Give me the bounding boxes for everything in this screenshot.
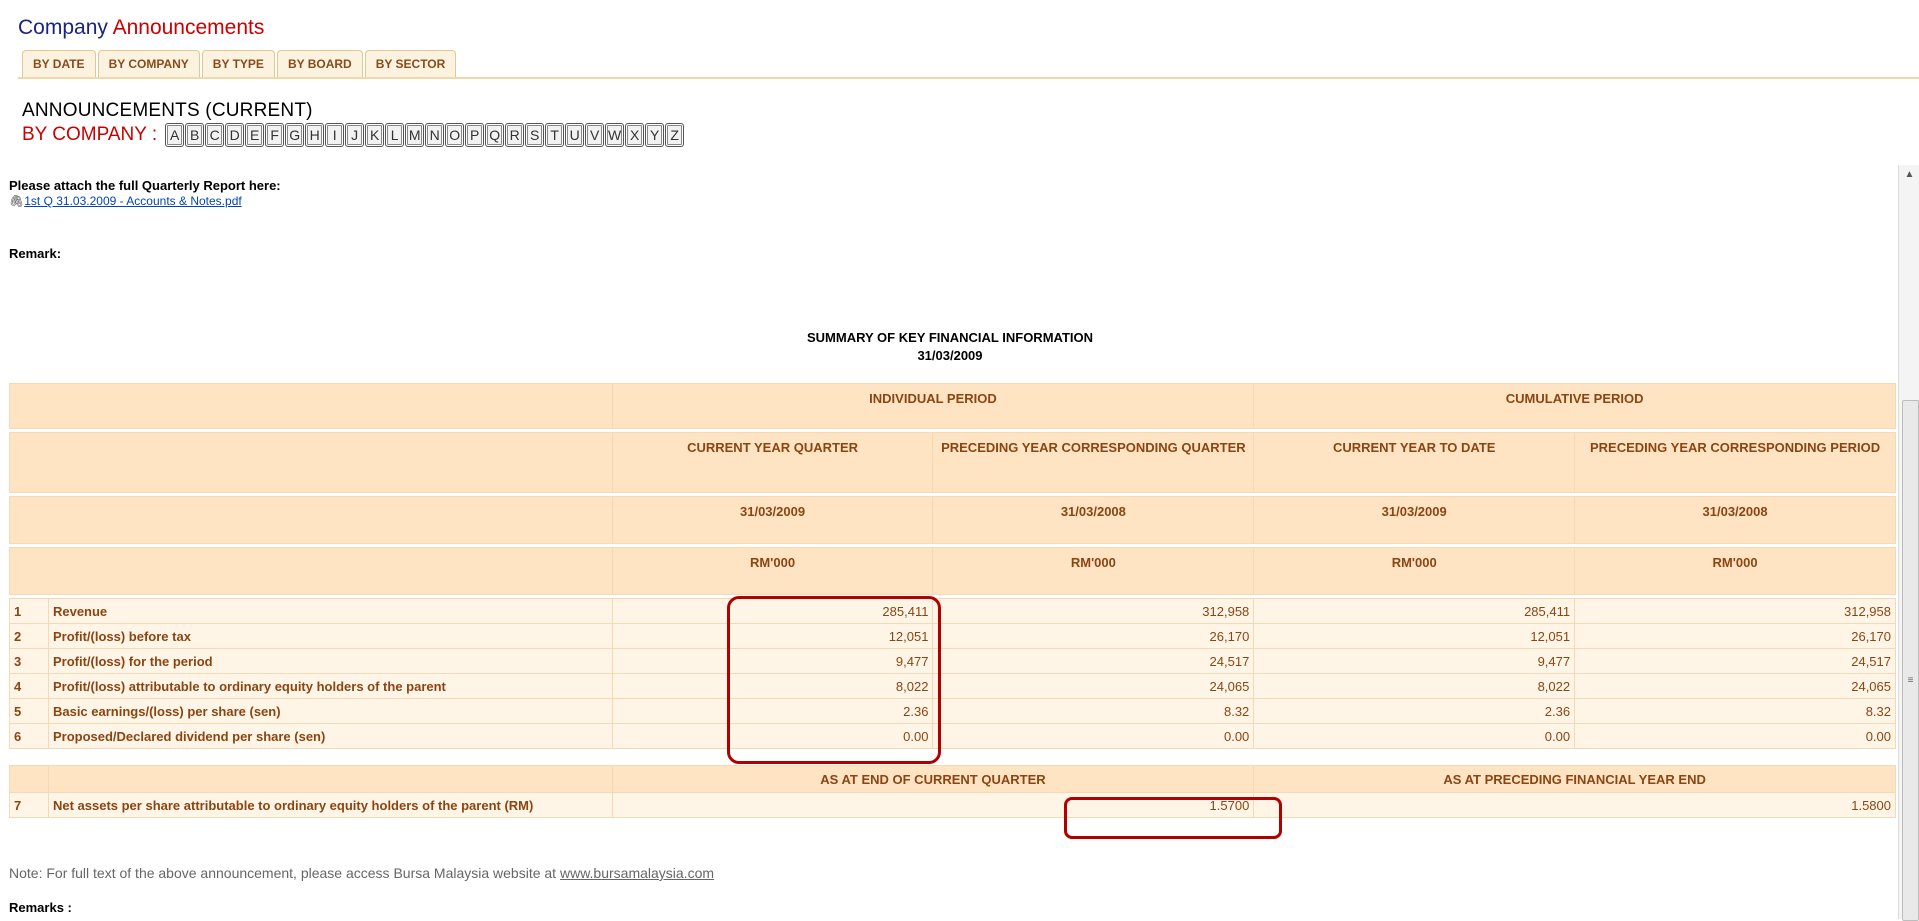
row-value: 0.00 <box>933 724 1254 749</box>
scroll-grip-icon: ≡ <box>1907 675 1914 686</box>
column-header-row <box>10 433 1896 493</box>
letter-button-r[interactable]: R <box>505 123 524 147</box>
row-index: 4 <box>10 674 49 699</box>
col-header-current-ytd: CURRENT YEAR TO DATE <box>1254 433 1575 493</box>
table-row <box>10 699 1896 724</box>
row-label: Net assets per share attributable to ordinary equity holders of the parent (RM) <box>48 793 612 818</box>
bursa-website-link[interactable]: www.bursamalaysia.com <box>559 865 715 881</box>
tab-by-type[interactable]: BY TYPE <box>202 50 275 79</box>
row-value: 312,958 <box>933 599 1254 624</box>
attachment-link[interactable]: 1st Q 31.03.2009 - Accounts & Notes.pdf <box>24 194 242 208</box>
col-header-preceding-quarter: PRECEDING YEAR CORRESPONDING QUARTER <box>933 433 1254 493</box>
page-title <box>18 16 264 40</box>
letter-button-g[interactable]: G <box>285 123 304 147</box>
row-value: 8.32 <box>933 699 1254 724</box>
col-header-preceding-period: PRECEDING YEAR CORRESPONDING PERIOD <box>1575 433 1896 493</box>
col-date: 31/03/2009 <box>612 497 933 544</box>
row-value: 12,051 <box>1254 624 1575 649</box>
header-blank-cell <box>48 766 612 793</box>
tab-by-board[interactable]: BY BOARD <box>277 50 363 79</box>
letter-button-i[interactable]: I <box>325 123 344 147</box>
header-blank-cell <box>10 433 613 493</box>
letter-button-z[interactable]: Z <box>665 123 684 147</box>
letter-button-t[interactable]: T <box>545 123 564 147</box>
letter-button-s[interactable]: S <box>525 123 544 147</box>
row-value: 1.5700 <box>612 793 1254 818</box>
footnote-text: Note: For full text of the above announcement, please access Bursa Malaysia website at <box>9 865 560 881</box>
by-company-filter <box>22 123 684 147</box>
scroll-thumb[interactable] <box>1902 400 1919 921</box>
row-value: 26,170 <box>933 624 1254 649</box>
letter-button-n[interactable]: N <box>425 123 444 147</box>
letter-button-p[interactable]: P <box>465 123 484 147</box>
row-value: 24,517 <box>1575 649 1896 674</box>
cumulative-period-header: CUMULATIVE PERIOD <box>1254 384 1896 429</box>
row-index: 5 <box>10 699 49 724</box>
header-blank-cell <box>10 497 613 544</box>
category-tabs <box>22 50 456 78</box>
letter-button-v[interactable]: V <box>585 123 604 147</box>
letter-button-f[interactable]: F <box>265 123 284 147</box>
row-value: 24,065 <box>933 674 1254 699</box>
letter-button-j[interactable]: J <box>345 123 364 147</box>
row-value: 285,411 <box>1254 599 1575 624</box>
letter-button-x[interactable]: X <box>625 123 644 147</box>
row-index: 6 <box>10 724 49 749</box>
col-unit: RM'000 <box>612 548 933 595</box>
table-row <box>10 599 1896 624</box>
attachment-label: Please attach the full Quarterly Report here: <box>9 178 281 193</box>
col-unit: RM'000 <box>933 548 1254 595</box>
paperclip-icon: 🖇 <box>9 194 25 208</box>
row-index: 2 <box>10 624 49 649</box>
section-gap <box>10 749 1896 766</box>
tab-by-date[interactable]: BY DATE <box>22 50 96 79</box>
period-header-row <box>10 384 1896 429</box>
letter-button-e[interactable]: E <box>245 123 264 147</box>
row-value: 2.36 <box>1254 699 1575 724</box>
table-row <box>10 724 1896 749</box>
page-title-announcements: Announcements <box>112 16 265 39</box>
tab-by-sector[interactable]: BY SECTOR <box>365 50 457 79</box>
nav-header-preceding: AS AT PRECEDING FINANCIAL YEAR END <box>1254 766 1896 793</box>
row-value: 12,051 <box>612 624 933 649</box>
page-title-company: Company <box>18 16 108 39</box>
financial-summary-table <box>9 383 1896 818</box>
col-date: 31/03/2008 <box>933 497 1254 544</box>
nav-header-row <box>10 766 1896 793</box>
letter-button-a[interactable]: A <box>165 123 184 147</box>
row-value: 9,477 <box>612 649 933 674</box>
row-value: 0.00 <box>1575 724 1896 749</box>
summary-date: 31/03/2009 <box>917 348 983 363</box>
letter-button-b[interactable]: B <box>185 123 204 147</box>
letter-button-o[interactable]: O <box>445 123 464 147</box>
footnote <box>9 865 714 881</box>
date-header-row <box>10 497 1896 544</box>
unit-header-row <box>10 548 1896 595</box>
letter-button-q[interactable]: Q <box>485 123 504 147</box>
col-unit: RM'000 <box>1254 548 1575 595</box>
nav-header-current: AS AT END OF CURRENT QUARTER <box>612 766 1254 793</box>
row-value: 24,065 <box>1575 674 1896 699</box>
row-label: Profit/(loss) for the period <box>48 649 612 674</box>
announcements-heading: ANNOUNCEMENTS (CURRENT) <box>22 100 313 121</box>
table-row <box>10 793 1896 818</box>
table-row <box>10 674 1896 699</box>
table-row <box>10 649 1896 674</box>
letter-button-k[interactable]: K <box>365 123 384 147</box>
individual-period-header: INDIVIDUAL PERIOD <box>612 384 1254 429</box>
remark-label: Remark: <box>9 246 62 261</box>
attachment-line <box>9 194 242 208</box>
vertical-scrollbar[interactable] <box>1898 165 1919 919</box>
row-value: 0.00 <box>612 724 933 749</box>
letter-button-h[interactable]: H <box>305 123 324 147</box>
summary-heading: SUMMARY OF KEY FINANCIAL INFORMATION <box>807 330 1093 345</box>
row-index: 7 <box>10 793 49 818</box>
row-index: 1 <box>10 599 49 624</box>
remarks-label: Remarks : <box>9 900 72 915</box>
letter-button-c[interactable]: C <box>205 123 224 147</box>
by-company-label: BY COMPANY : <box>22 124 158 145</box>
letter-button-y[interactable]: Y <box>645 123 664 147</box>
row-value: 8,022 <box>1254 674 1575 699</box>
letter-button-u[interactable]: U <box>565 123 584 147</box>
header-blank-cell <box>10 548 613 595</box>
letter-button-m[interactable]: M <box>405 123 424 147</box>
row-value: 24,517 <box>933 649 1254 674</box>
header-blank-cell <box>10 384 613 429</box>
row-value: 0.00 <box>1254 724 1575 749</box>
row-value: 1.5800 <box>1254 793 1896 818</box>
col-date: 31/03/2008 <box>1575 497 1896 544</box>
highlight-net-assets-value <box>1064 797 1282 839</box>
col-header-current-quarter: CURRENT YEAR QUARTER <box>612 433 933 493</box>
scroll-up-arrow-icon[interactable]: ▲ <box>1904 169 1915 180</box>
tabs-divider <box>18 77 1919 79</box>
row-label: Profit/(loss) before tax <box>48 624 612 649</box>
letter-button-w[interactable]: W <box>605 123 624 147</box>
row-label: Proposed/Declared dividend per share (sen) <box>48 724 612 749</box>
row-value: 26,170 <box>1575 624 1896 649</box>
row-value: 9,477 <box>1254 649 1575 674</box>
row-value: 2.36 <box>612 699 933 724</box>
row-label: Profit/(loss) attributable to ordinary equity holders of the parent <box>48 674 612 699</box>
col-date: 31/03/2009 <box>1254 497 1575 544</box>
table-row <box>10 624 1896 649</box>
highlight-current-quarter-values <box>727 596 941 764</box>
header-blank-cell <box>10 766 49 793</box>
letter-button-d[interactable]: D <box>225 123 244 147</box>
tab-by-company[interactable]: BY COMPANY <box>98 50 200 79</box>
row-value: 285,411 <box>612 599 933 624</box>
letter-index <box>165 123 684 147</box>
row-index: 3 <box>10 649 49 674</box>
row-value: 8,022 <box>612 674 933 699</box>
letter-button-l[interactable]: L <box>385 123 404 147</box>
row-label: Basic earnings/(loss) per share (sen) <box>48 699 612 724</box>
row-value: 312,958 <box>1575 599 1896 624</box>
row-label: Revenue <box>48 599 612 624</box>
col-unit: RM'000 <box>1575 548 1896 595</box>
summary-title <box>760 329 1140 365</box>
row-value: 8.32 <box>1575 699 1896 724</box>
